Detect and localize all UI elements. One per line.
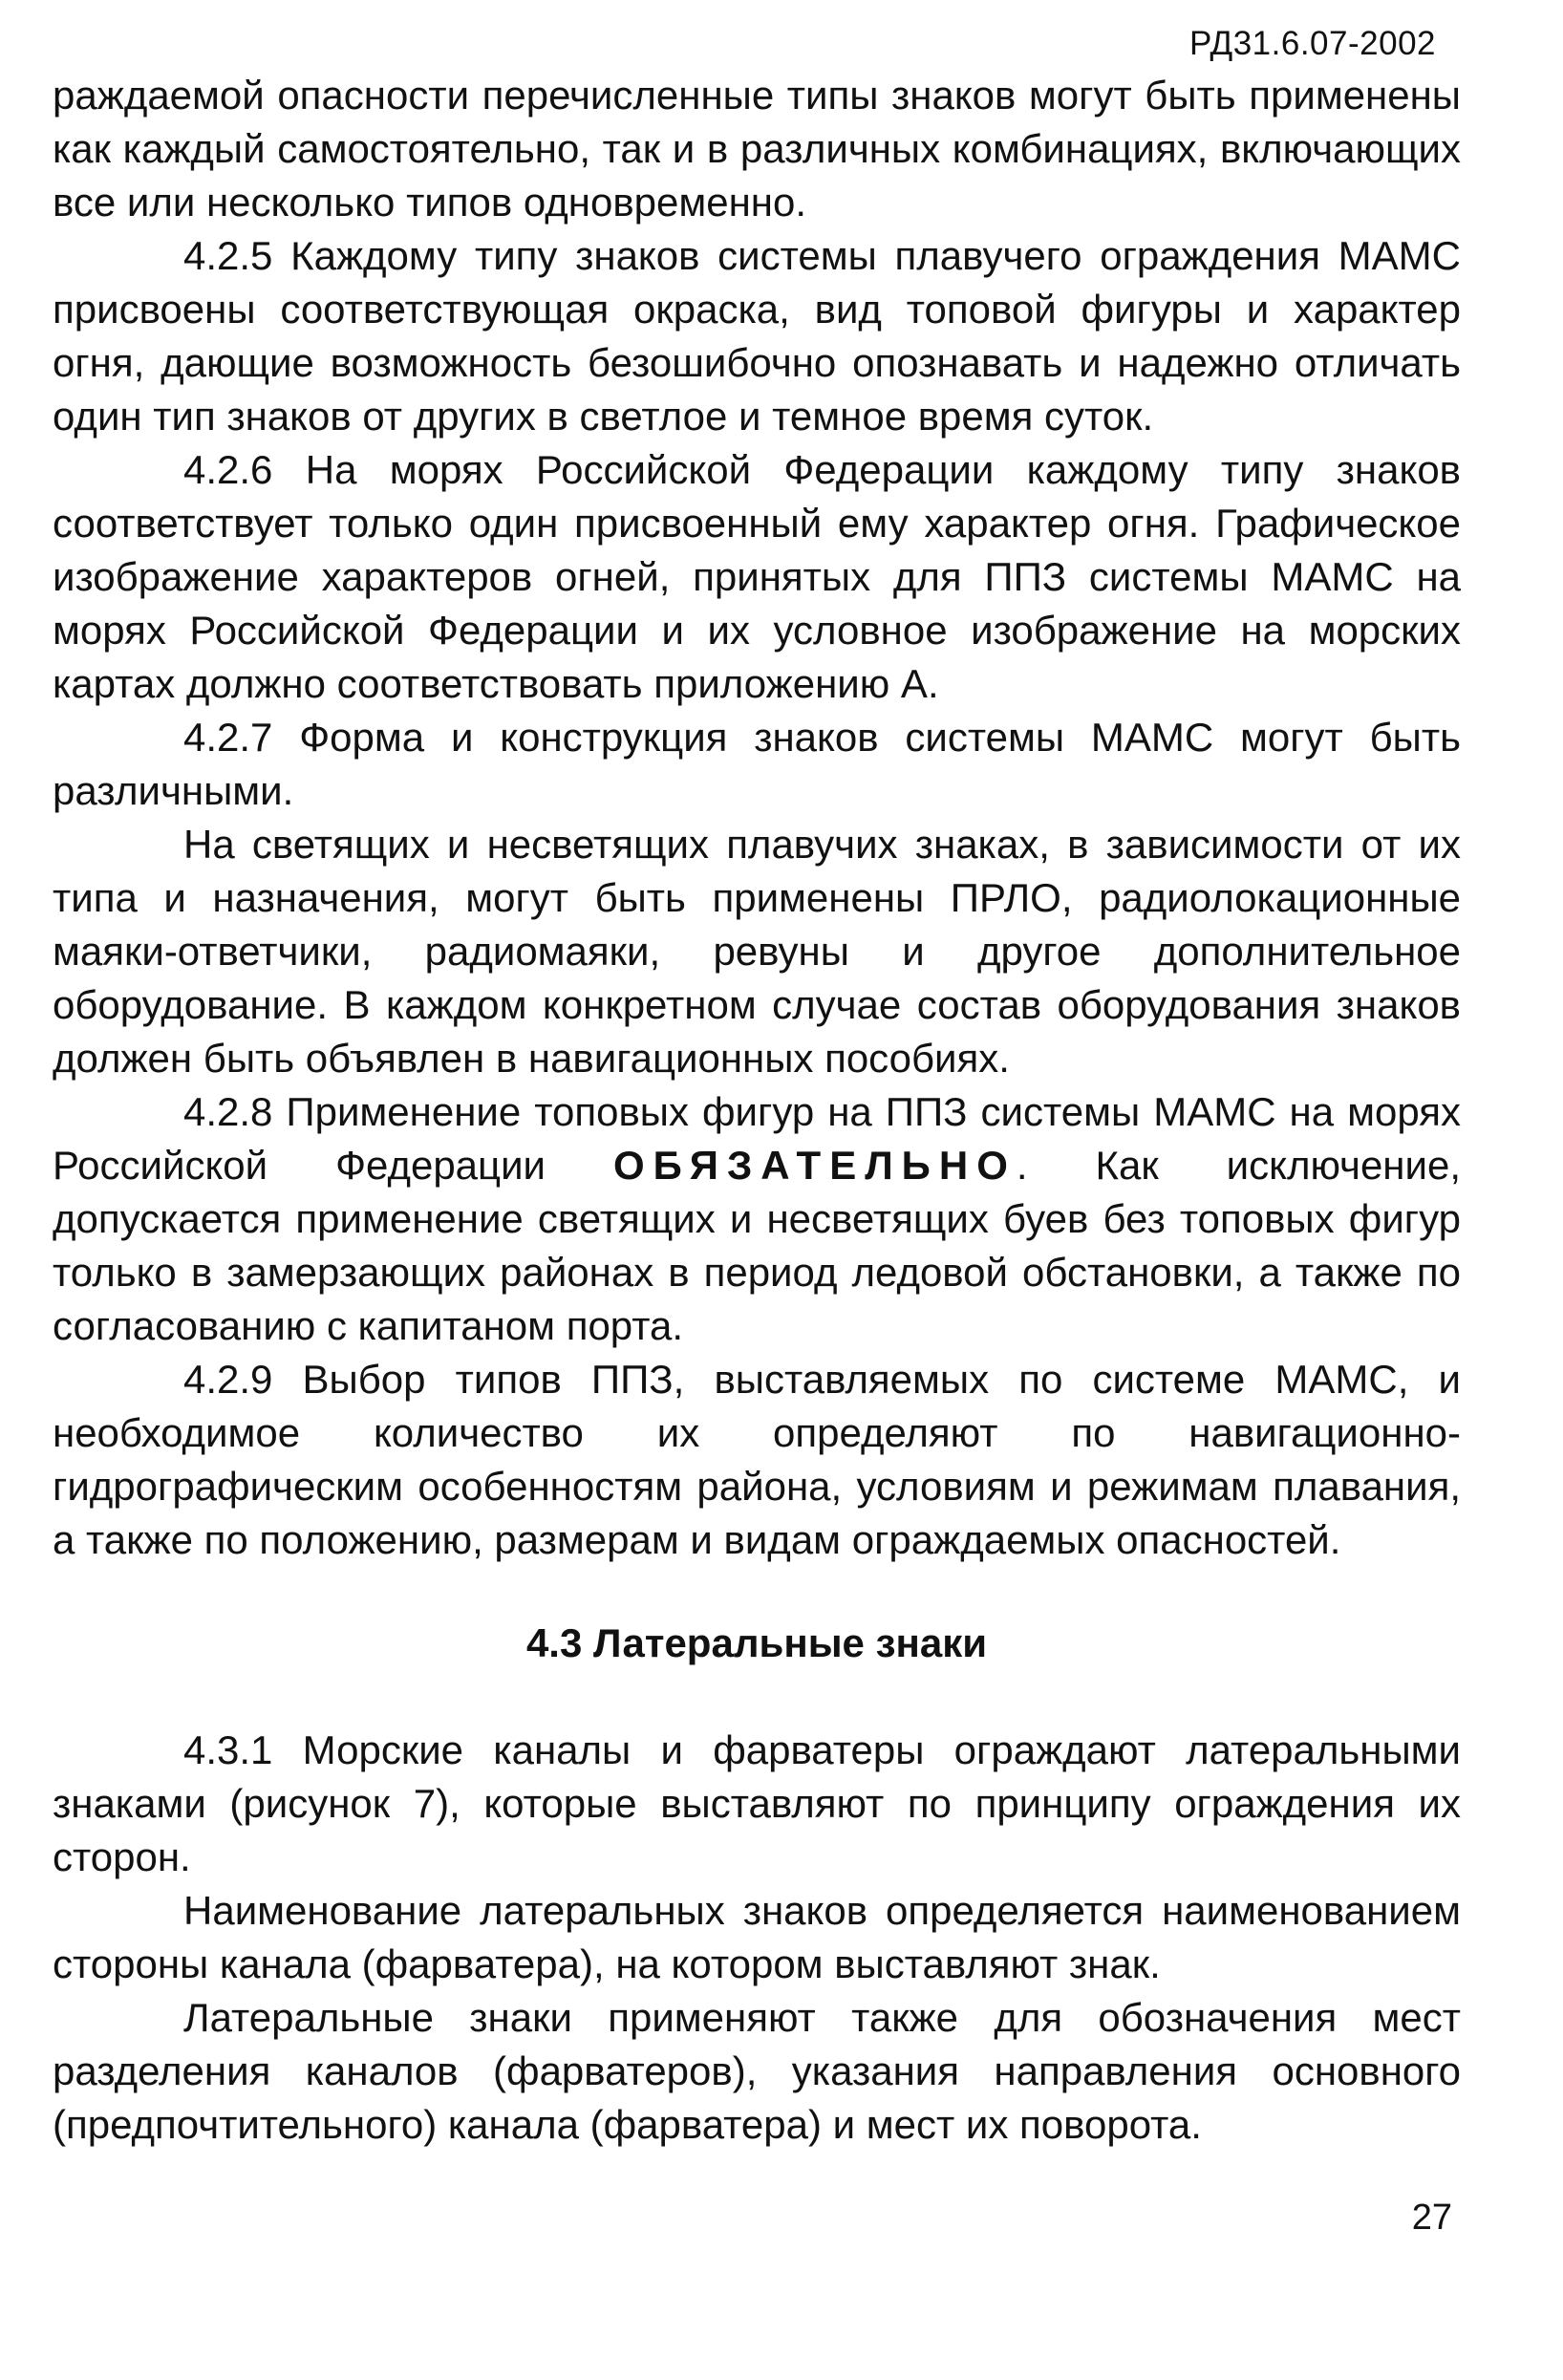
paragraph-4-3-1: 4.3.1 Морские каналы и фарватеры ограждают латеральными знаками (рисунок 7), которые выставляют по принципу ограждения их сторон. bbox=[53, 1727, 1461, 1879]
paragraph-4-2-7: 4.2.7 Форма и конструкция знаков системы МАМС могут быть различными. bbox=[53, 715, 1461, 813]
section-heading: 4.3 Латеральные знаки bbox=[525, 1620, 988, 1665]
paragraph-4-2-9: 4.2.9 Выбор типов ППЗ, выставляемых по системе МАМС, и необходимое количество их определяют по навигационно-гидрографическим особенностям района, условиям и режимам плавания, а также по положению, размерам и видам ограждаемых опасностей. bbox=[53, 1357, 1461, 1562]
emphasis-mandatory: ОБЯЗАТЕЛЬНО bbox=[612, 1143, 1017, 1188]
paragraph-equipment: На светящих и несветящих плавучих знаках, в зависимости от их типа и назначения, могут быть применены ПРЛО, радиолокационные маяки-ответчики, радиомаяки, ревуны и другое дополнительное оборудование. В каждом конкретном случае состав оборудования знаков должен быть объявлен в навигационных пособиях. bbox=[53, 822, 1461, 1081]
paragraph-4-2-8-end: . Как исключение, допускается применение светящих и несветящих буев без топовых фигур только в замерзающих районах в период ледовой обстановки, а также по согласованию с капитаном порта. bbox=[53, 1143, 1461, 1348]
paragraph-4-2-8-start: 4.2.8 Применение топовых фигур на ППЗ системы МАМС на морях Российской Федерации bbox=[53, 1089, 1461, 1188]
page-number: 27 bbox=[1411, 2198, 1452, 2238]
paragraph-4-2-8 bbox=[53, 1085, 1461, 1353]
paragraph-4-2-6: 4.2.6 На морях Российской Федерации каждому типу знаков соответствует только один присвоенный ему характер огня. Графическое изображение характеров огней, принятых для ППЗ системы МАМС на морях Российской Федерации и их условное изображение на морских картах должно соответствовать приложению А. bbox=[53, 447, 1461, 706]
document-code: РД31.6.07-2002 bbox=[1189, 25, 1436, 62]
paragraph-naming: Наименование латеральных знаков определяется наименованием стороны канала (фарватера), на котором выставляют знак. bbox=[53, 1888, 1461, 1986]
paragraph-4-2-5: 4.2.5 Каждому типу знаков системы плавучего ограждения МАМС присвоены соответствующая окраска, вид топовой фигуры и характер огня, дающие возможность безошибочно опознавать и надежно отличать один тип знаков от других в светлое и темное время суток. bbox=[53, 233, 1461, 439]
paragraph-continuation: раждаемой опасности перечисленные типы знаков могут быть применены как каждый самостоятельно, так и в различных комбинациях, включающих все или несколько типов одновременно. bbox=[53, 73, 1461, 225]
body-text bbox=[53, 69, 1461, 2152]
paragraph-usage: Латеральные знаки применяют также для обозначения мест разделения каналов (фарватеров), указания направления основного (предпочтительного) канала (фарватера) и мест их поворота. bbox=[53, 1995, 1461, 2147]
